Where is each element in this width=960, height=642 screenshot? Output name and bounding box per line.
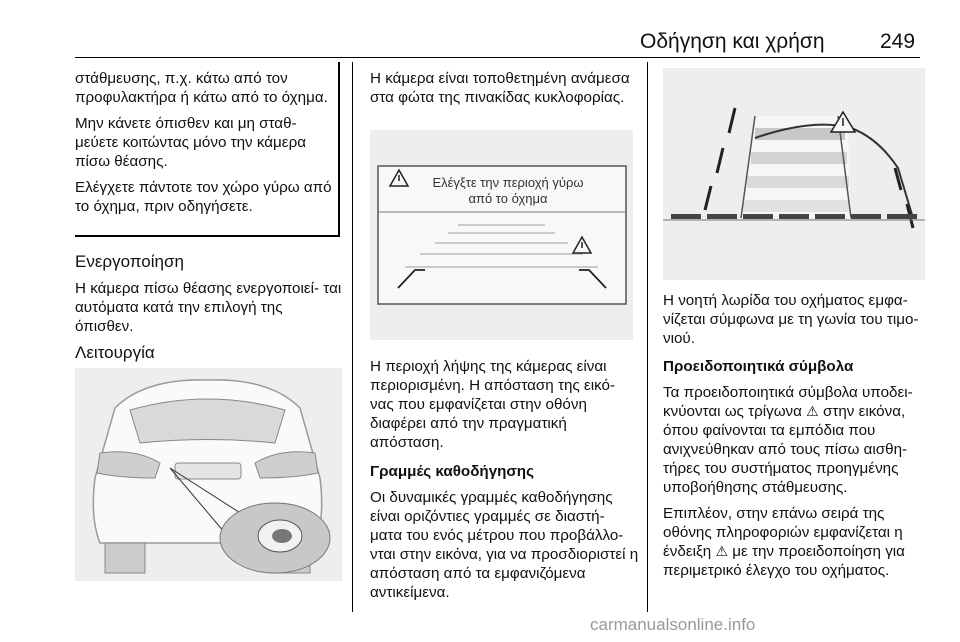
heading-warning-symbols: Προειδοποιητικά σύμβολα [663,358,854,375]
warning-symbols-text-a: Τα προειδοποιητικά σύμβολα υποδει- κνύονται ως τρίγωνα [663,384,913,420]
heading-function: Λειτουργία [75,343,155,362]
column-divider-2 [647,62,648,612]
camera-location-paragraph: Η κάμερα είναι τοποθετημένη ανάμεσα στα φώτα της πινακίδας κυκλοφορίας. [370,70,630,106]
running-header-title: Οδήγηση και χρήση [640,30,825,53]
activation-section [75,252,343,343]
info-display-paragraph [663,504,933,580]
warning-text [75,69,337,223]
warning-triangle-icon: ⚠ [806,403,819,419]
info-display-text-a: Επιπλέον, στην επάνω σειρά της οθόνης πληροφοριών εμφανίζεται η ένδειξη [663,505,903,560]
vehicle-lane-paragraph: Η νοητή λωρίδα του οχήματος εμφα- νίζεται σύμφωνα με τη γωνία του τιμο- νιού. [663,292,919,347]
warning-paragraph-1: στάθμευσης, π.χ. κάτω από τον προφυλακτήρα ή κάτω από το όχημα. [75,70,328,106]
warning-triangle-icon: ⚠ [715,543,729,559]
car-rear-illustration [75,368,342,581]
footer-watermark: carmanualsonline.info [590,615,756,634]
warning-symbols-text-b: στην εικόνα, όπου φαίνονται τα εμπόδια που ανιχνεύθηκαν από τους πίσω αισθη- τήρες του συστήματος προηγμένης υποβοήθησης στάθμευσης. [663,403,908,496]
camera-coverage-paragraph: Η περιοχή λήψης της κάμερας είναι περιορισμένη. Η απόσταση της εικό- νας που εμφανίζεται στην οθόνη διαφέρει από την πραγματική απόσταση. [370,358,616,451]
function-section [75,343,343,370]
header-rule [75,57,920,58]
screen-message-line-2: από το όχημα [468,191,548,206]
camera-location-text [370,69,640,114]
guidelines-paragraph: Οι δυναμικές γραμμές καθοδήγησης είναι οριζόντιες γραμμές σε διαστή- ματα του ενός μέτρου που προβάλλο- νται στην εικόνα, για να προσδιοριστεί η απόσταση από τα εμφανιζόμενα αντικείμενα. [370,489,639,601]
guideline-screen-illustration [663,68,925,280]
heading-activation: Ενεργοποίηση [75,252,184,271]
warning-symbols-paragraph [663,383,933,497]
activation-text: Η κάμερα πίσω θέασης ενεργοποιεί- ται αυτόματα κατά την επιλογή της όπισθεν. [75,280,342,335]
warning-symbols-section [663,357,933,587]
camera-screen-illustration [370,130,633,340]
column-divider-1 [352,62,353,612]
info-display-text-b: με την προειδοποίηση για περιμετρικό έλεγχο του οχήματος. [663,543,905,579]
vehicle-lane-text [663,291,933,355]
page-number: 249 [880,30,916,53]
heading-guidelines: Γραμμές καθοδήγησης [370,463,534,480]
warning-paragraph-3: Ελέγχετε πάντοτε τον χώρο γύρω από το όχημα, πριν οδηγήσετε. [75,179,332,215]
guidelines-section [370,462,640,609]
camera-coverage-text [370,357,640,459]
warning-paragraph-2: Μην κάνετε όπισθεν και μη σταθ- μεύετε κοιτώντας μόνο την κάμερα πίσω θέασης. [75,115,307,170]
screen-message-line-1: Ελέγξτε την περιοχή γύρω [432,175,584,190]
